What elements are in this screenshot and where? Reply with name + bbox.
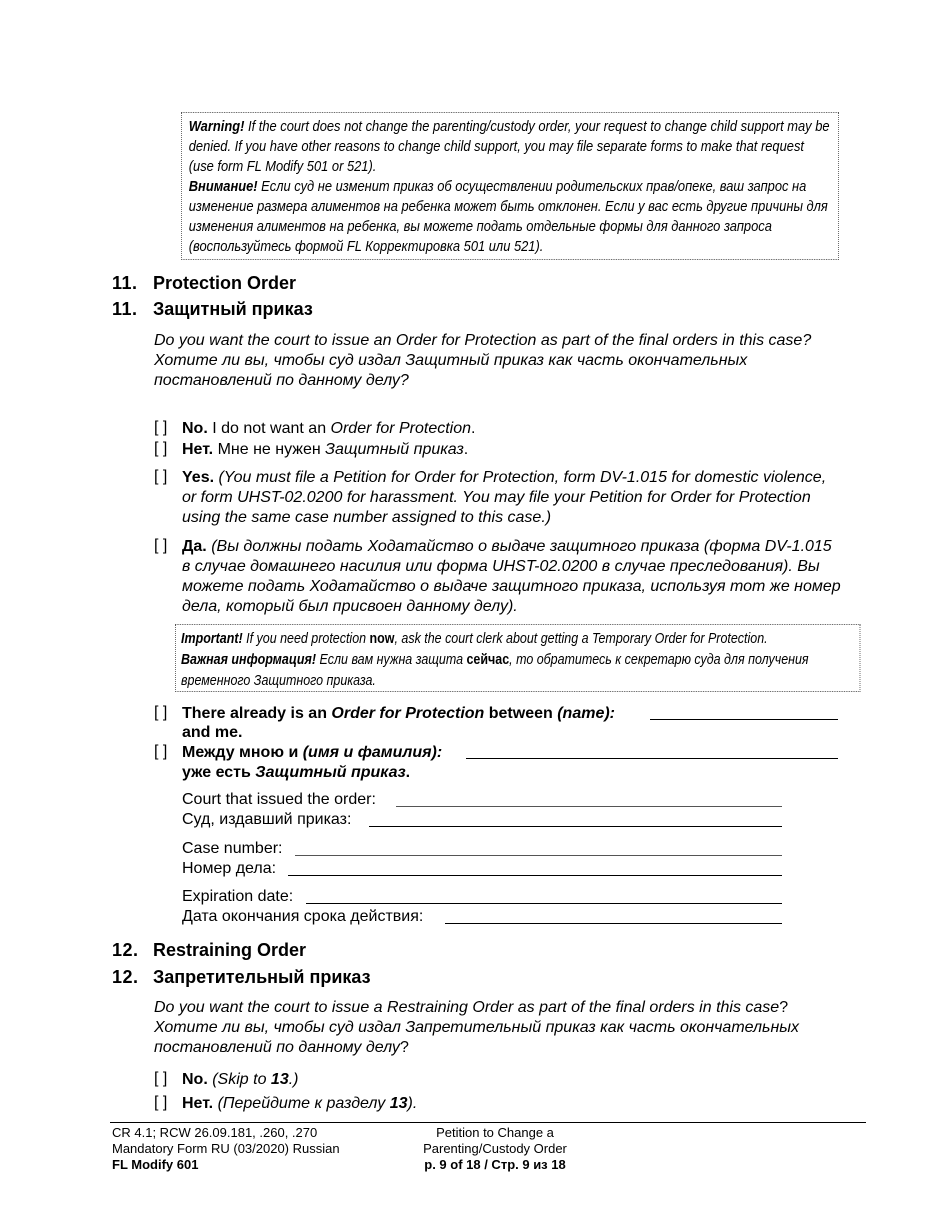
section-11-title-en: Protection Order	[153, 273, 297, 293]
existing-order-en: There already is an Order for Protection between (name):	[182, 705, 615, 722]
case-label-en: Case number:	[182, 840, 283, 857]
question-en: Do you want the court to issue an Order for Protection as part of the final orders in this case?	[154, 332, 812, 349]
option-no-ru: Нет. Мне не нужен Защитный приказ.	[182, 441, 469, 458]
important-en: Important! If you need protection now, ask the court clerk about getting a Temporary Order for Protection.	[181, 631, 768, 647]
court-label-ru: Суд, издавший приказ:	[182, 811, 352, 828]
existing-order-ru-end: уже есть Защитный приказ.	[182, 764, 411, 781]
checkbox-no-ru[interactable]: [ ]	[154, 440, 168, 457]
checkbox-12-no-en[interactable]: [ ]	[154, 1070, 168, 1087]
exp-label-ru: Дата окончания срока действия:	[182, 908, 424, 925]
footer-rule	[110, 1122, 866, 1123]
exp-field-en[interactable]	[306, 903, 782, 904]
exp-label-en: Expiration date:	[182, 888, 294, 905]
question-12-ru: Хотите ли вы, чтобы суд издал Запретительный приказ как часть окончательных постановлений по данному делу?	[154, 1019, 800, 1056]
question-ru: Хотите ли вы, чтобы суд издал Защитный приказ как часть окончательных постановлений по данному делу?	[154, 352, 748, 389]
checkbox-yes-ru[interactable]: [ ]	[154, 537, 168, 554]
case-field-ru[interactable]	[288, 875, 782, 876]
existing-name-ru-line[interactable]	[466, 758, 838, 759]
warning-box	[181, 112, 839, 260]
section-12-title-en: Restraining Order	[153, 940, 307, 960]
checkbox-yes-en[interactable]: [ ]	[154, 468, 168, 485]
section-12-question	[154, 998, 844, 1058]
section-12-number-ru: 12.	[112, 967, 139, 987]
case-label-ru: Номер дела:	[182, 860, 277, 877]
court-label-en: Court that issued the order:	[182, 791, 376, 808]
important-ru: Важная информация! Если вам нужна защита сейчас, то обратитесь к секретарю суда для получения временного Защитного приказа.	[181, 652, 809, 689]
exp-field-ru[interactable]	[445, 923, 782, 924]
option-12-no-ru: Нет. (Перейдите к разделу 13).	[182, 1095, 418, 1112]
warning-en: Warning! If the court does not change the parenting/custody order, your request to change child support may be denied. If you have other reasons to change child support, you may file separate forms to make that request (use form FL Modify 501 or 521).	[188, 118, 830, 175]
footer-center: Petition to Change a Parenting/Custody Order p. 9 of 18 / Стр. 9 из 18	[423, 1125, 567, 1172]
option-yes-ru: Да. (Вы должны подать Ходатайство о выдаче защитного приказа (форма DV-1.015 в случае домашнего насилия или форма UHST-02.0200 в случае преследования). Вы можете подать Ходатайство о выдаче защитного приказа, используя тот же номер дела, который был присвоен данному делу).	[182, 538, 841, 615]
section-11-number-ru: 11.	[112, 299, 138, 319]
option-yes-en: Yes. (You must file a Petition for Order for Protection, form DV-1.015 for domestic violence, or form UHST-02.0200 for harassment. You may file your Petition for Order for Protection using the same case number assigned to this case.)	[182, 469, 827, 526]
section-11-number-en: 11.	[112, 273, 138, 293]
checkbox-existing-en[interactable]: [ ]	[154, 704, 168, 721]
existing-order-ru: Между мною и (имя и фамилия):	[182, 744, 443, 761]
case-field-en[interactable]	[295, 855, 782, 856]
checkbox-12-no-ru[interactable]: [ ]	[154, 1094, 168, 1111]
checkbox-existing-ru[interactable]: [ ]	[154, 743, 168, 760]
existing-order-en-end: and me.	[182, 724, 243, 741]
court-field-en[interactable]	[396, 806, 782, 807]
existing-name-en-line[interactable]	[650, 719, 838, 720]
checkbox-no-en[interactable]: [ ]	[154, 419, 168, 436]
section-12-title-ru: Запретительный приказ	[153, 967, 371, 987]
important-box	[175, 624, 860, 692]
section-11-question	[154, 331, 834, 391]
court-field-ru[interactable]	[369, 826, 782, 827]
warning-ru: Внимание! Если суд не изменит приказ об осуществлении родительских прав/опеке, ваш запрос на изменение размера алиментов на ребенка может быть отклонен. Если у вас есть другие причины для изменения алиментов на ребенка, вы можете подать отдельные формы для данного запроса (воспользуйтесь формой FL Корректировка 501 или 521).	[188, 178, 828, 255]
section-12-number-en: 12.	[112, 940, 139, 960]
footer-left: CR 4.1; RCW 26.09.181, .260, .270 Mandatory Form RU (03/2020) Russian FL Modify 601	[112, 1125, 340, 1172]
question-12-en: Do you want the court to issue a Restraining Order as part of the final orders in this case?	[154, 999, 789, 1016]
option-no-en: No. I do not want an Order for Protection.	[182, 420, 476, 437]
option-12-no-en: No. (Skip to 13.)	[182, 1071, 299, 1088]
section-11-title-ru: Защитный приказ	[153, 299, 313, 319]
